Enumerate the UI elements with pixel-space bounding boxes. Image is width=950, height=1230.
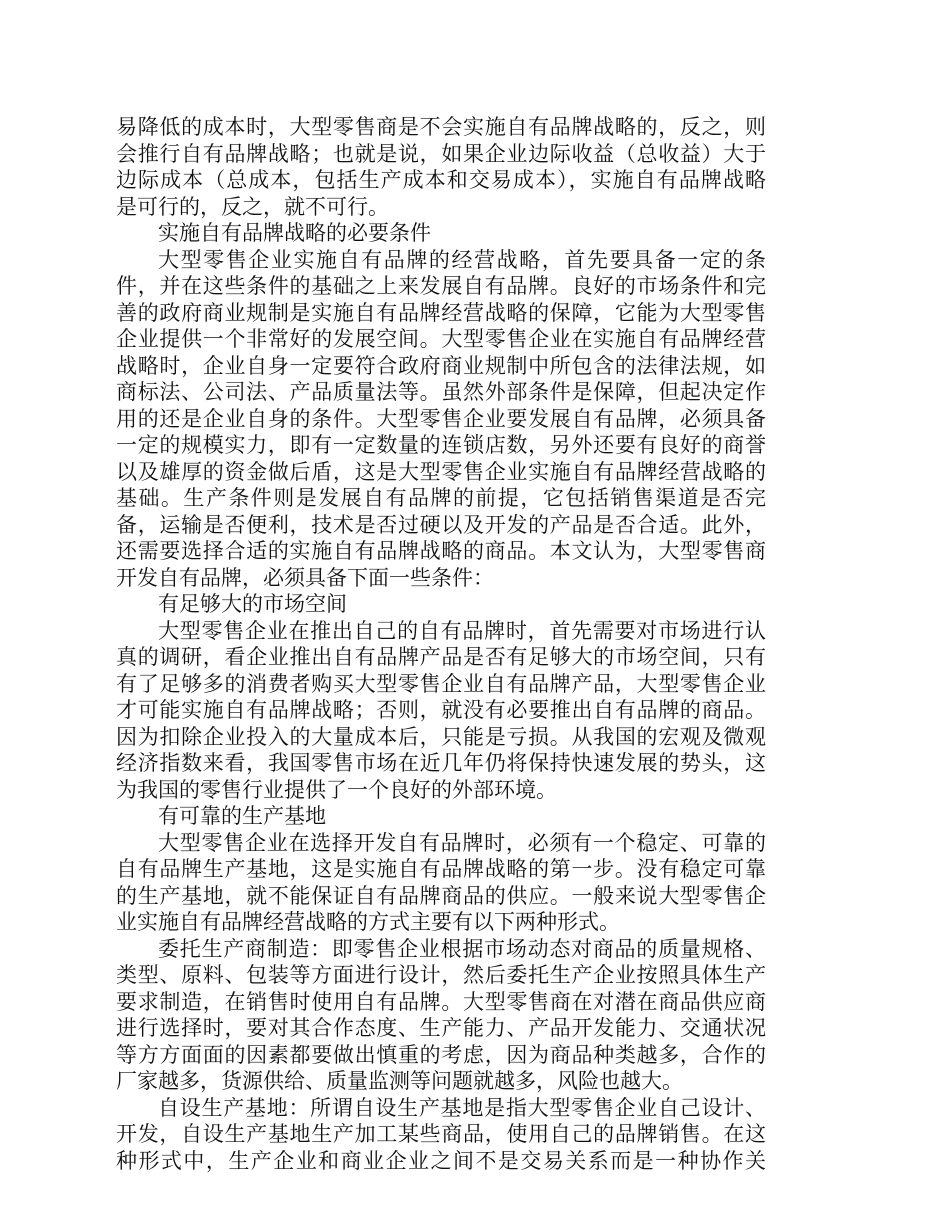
body-paragraph — [116, 618, 766, 804]
text-line: 经济指数来看，我国零售市场在近几年仍将保持快速发展的势头，这 — [116, 751, 766, 775]
text-line: 大型零售企业在推出自己的自有品牌时，首先需要对市场进行认 — [158, 618, 766, 643]
text-line: 还需要选择合适的实施自有品牌战略的商品。本文认为，大型零售商 — [116, 539, 766, 563]
text-line: 厂家越多，货源供给、质量监测等问题就越多，风险也越大。 — [116, 1069, 683, 1093]
text-line: 实施自有品牌战略的必要条件 — [158, 221, 431, 245]
document-page — [116, 114, 766, 1174]
text-line: 商标法、公司法、产品质量法等。虽然外部条件是保障，但起决定作 — [116, 380, 766, 404]
text-line: 备，运输是否便利，技术是否过硬以及开发的产品是否合适。此外， — [116, 512, 766, 537]
text-line: 开发自有品牌，必须具备下面一些条件： — [116, 565, 494, 590]
text-line: 自有品牌生产基地，这是实施自有品牌战略的第一步。没有稳定可靠 — [116, 857, 766, 881]
text-line: 有可靠的生产基地 — [158, 804, 326, 828]
body-paragraph — [116, 936, 766, 1095]
section-heading — [116, 591, 766, 618]
text-line: 有足够大的市场空间 — [158, 592, 347, 616]
text-line: 用的还是企业自身的条件。大型零售企业要发展自有品牌，必须具备 — [116, 406, 766, 431]
text-line: 战略时，企业自身一定要符合政府商业规制中所包含的法律法规，如 — [116, 353, 766, 378]
body-paragraph — [116, 247, 766, 592]
text-line: 类型、原料、包装等方面进行设计，然后委托生产企业按照具体生产 — [116, 963, 766, 987]
text-line: 因为扣除企业投入的大量成本后，只能是亏损。从我国的宏观及微观 — [116, 724, 766, 749]
text-line: 一定的规模实力，即有一定数量的连锁店数，另外还要有良好的商誉 — [116, 433, 766, 457]
text-line: 善的政府商业规制是实施自有品牌经营战略的保障，它能为大型零售 — [116, 300, 766, 325]
body-paragraph — [116, 830, 766, 936]
section-heading — [116, 220, 766, 247]
text-line: 才可能实施自有品牌战略；否则，就没有必要推出自有品牌的商品。 — [116, 698, 766, 722]
text-line: 以及雄厚的资金做后盾，这是大型零售企业实施自有品牌经营战略的 — [116, 459, 766, 484]
body-paragraph — [116, 114, 766, 220]
text-line: 大型零售企业在选择开发自有品牌时，必须有一个稳定、可靠的 — [158, 830, 766, 855]
text-line: 基础。生产条件则是发展自有品牌的前提，它包括销售渠道是否完 — [116, 486, 766, 510]
text-line: 大型零售企业实施自有品牌的经营战略，首先要具备一定的条 — [158, 247, 766, 272]
text-line: 要求制造，在销售时使用自有品牌。大型零售商在对潜在商品供应商 — [116, 989, 766, 1014]
text-line: 是可行的，反之，就不可行。 — [116, 194, 389, 219]
text-line: 委托生产商制造：即零售企业根据市场动态对商品的质量规格、 — [158, 936, 766, 961]
text-line: 开发，自设生产基地生产加工某些商品，使用自己的品牌销售。在这 — [116, 1122, 766, 1146]
text-line: 易降低的成本时，大型零售商是不会实施自有品牌战略的，反之，则 — [116, 115, 766, 139]
body-paragraph — [116, 1095, 766, 1175]
text-line: 的生产基地，就不能保证自有品牌商品的供应。一般来说大型零售企 — [116, 883, 766, 908]
text-line: 会推行自有品牌战略；也就是说，如果企业边际收益（总收益）大于 — [116, 141, 766, 166]
text-line: 企业提供一个非常好的发展空间。大型零售企业在实施自有品牌经营 — [116, 327, 766, 351]
text-line: 进行选择时，要对其合作态度、生产能力、产品开发能力、交通状况 — [116, 1016, 766, 1040]
text-line: 有了足够多的消费者购买大型零售企业自有品牌产品，大型零售企业 — [116, 671, 766, 696]
text-line: 种形式中，生产企业和商业企业之间不是交易关系而是一种协作关 — [116, 1148, 766, 1173]
section-heading — [116, 803, 766, 830]
text-line: 边际成本（总成本，包括生产成本和交易成本），实施自有品牌战略 — [116, 168, 766, 192]
text-line: 真的调研，看企业推出自有品牌产品是否有足够大的市场空间，只有 — [116, 645, 766, 669]
text-line: 业实施自有品牌经营战略的方式主要有以下两种形式。 — [116, 910, 620, 934]
text-line: 为我国的零售行业提供了一个良好的外部环境。 — [116, 777, 557, 802]
text-line: 等方方面面的因素都要做出慎重的考虑，因为商品种类越多，合作的 — [116, 1042, 766, 1067]
text-line: 件，并在这些条件的基础之上来发展自有品牌。良好的市场条件和完 — [116, 274, 766, 298]
text-line: 自设生产基地：所谓自设生产基地是指大型零售企业自己设计、 — [158, 1095, 766, 1120]
